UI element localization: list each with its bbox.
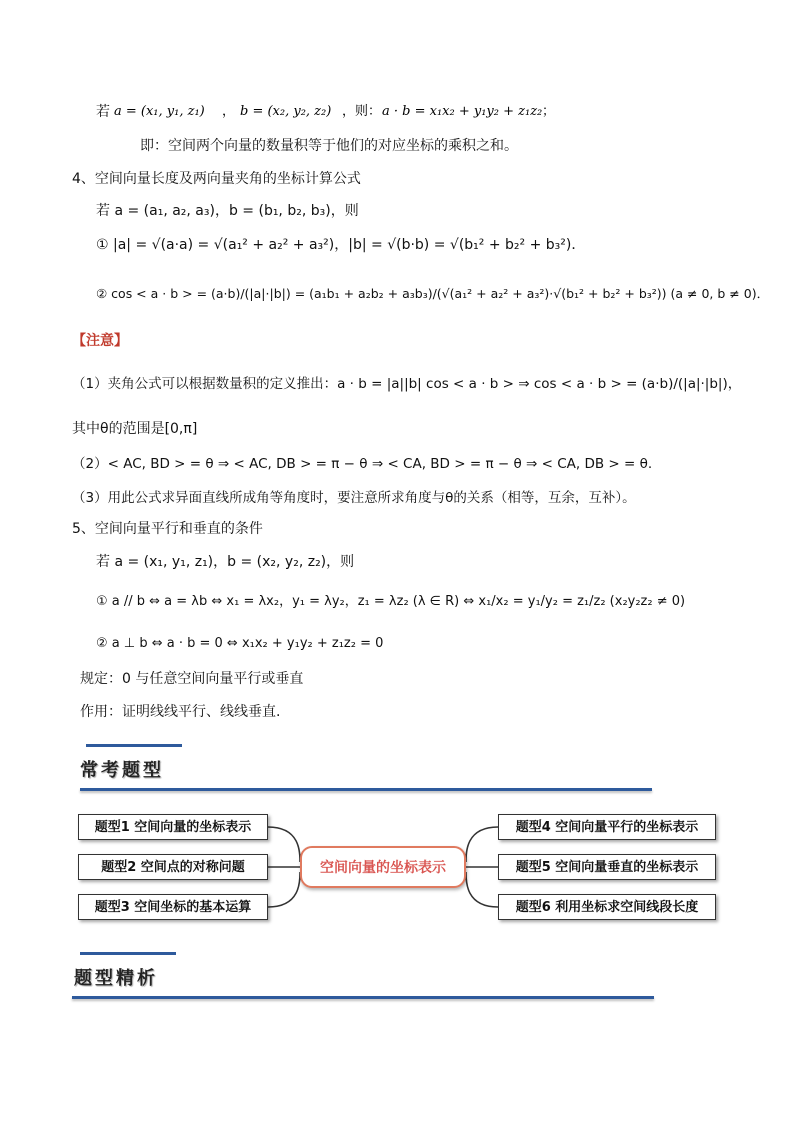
angle-formula-text: ② cos < a · b > = (a·b)/(|a|·|b|) = (a₁b₁ + a₂b₂ + a₃b₃)/(√(a₁² + a₂² + a₃²)·√(b₁² + b₂² + b₃²)) (a ≠ 0, b ≠ 0)． <box>96 286 770 301</box>
heading-5: 5、空间向量平行和垂直的条件 <box>72 521 263 537</box>
dot-product-explanation: 即：空间两个向量的数量积等于他们的对应坐标的乘积之和。 <box>140 138 518 154</box>
svg-text:b = (x₂, y₂, z₂): b = (x₂, y₂, z₂) <box>240 104 332 119</box>
length-formula-text: ① |a| = √(a·a) = √(a₁² + a₂² + a₃²)，|b| = √(b·b) = √(b₁² + b₂² + b₃²)． <box>96 237 586 253</box>
svg-text:；: ； <box>542 104 555 119</box>
section-1-top-bar <box>86 744 182 747</box>
section-1-underline <box>80 788 652 791</box>
svg-text:，: ， <box>222 104 236 119</box>
heading-4: 4、空间向量长度及两向量夹角的坐标计算公式 <box>72 171 361 187</box>
angle-formula <box>96 284 769 302</box>
mindmap-right-1: 题型4 空间向量平行的坐标表示 <box>498 814 716 840</box>
section-2-underline <box>72 996 654 999</box>
svg-text:，则：: ，则： <box>342 104 382 119</box>
note-3: （3）用此公式求异面直线所成角等角度时，要注意所求角度与θ的关系（相等，互余，互补）。 <box>72 490 636 506</box>
note-2-text: （2）< AC, BD > = θ ⇒ < AC, DB > = π − θ ⇒ < CA, BD > = π − θ ⇒ < CA, DB > = θ. <box>72 456 653 472</box>
mindmap-left-2: 题型2 空间点的对称问题 <box>78 854 268 880</box>
vector-components-line <box>96 200 359 220</box>
mindmap-center: 空间向量的坐标表示 <box>300 846 466 888</box>
mindmap-left-1: 题型1 空间向量的坐标表示 <box>78 814 268 840</box>
section-1-title: 常考题型 <box>80 760 164 781</box>
rule-line: 规定：0 与任意空间向量平行或垂直 <box>80 671 304 687</box>
section-2-top-bar <box>80 952 176 955</box>
note-1b: 其中θ的范围是[0,π] <box>72 421 198 437</box>
vector-dot-product-formula: 若 a = (x₁, y₁, z₁) ， b = (x₂, y₂, z₂) ，则： a · b = x₁x₂ + y₁y₂ + z₁z₂ ； <box>96 100 554 124</box>
dot-product-equation <box>114 100 554 124</box>
mindmap-right-2: 题型5 空间向量垂直的坐标表示 <box>498 854 716 880</box>
svg-text:a · b = x₁x₂ + y₁y₂ + z₁z₂: a · b = x₁x₂ + y₁y₂ + z₁z₂ <box>382 104 543 119</box>
parallel-perp-components: 若 a = (x₁, y₁, z₁)，b = (x₂, y₂, z₂)，则 <box>96 554 355 570</box>
usage-line: 作用：证明线线平行、线线垂直. <box>80 704 281 720</box>
length-formula <box>96 234 585 254</box>
note-1 <box>72 372 741 392</box>
parallel-condition <box>96 590 685 609</box>
components-text: 若 a = (a₁, a₂, a₃)，b = (b₁, b₂, b₃)，则 <box>96 203 359 219</box>
svg-text:a = (x₁, y₁, z₁): a = (x₁, y₁, z₁) <box>114 104 206 119</box>
note-1-text: （1）夹角公式可以根据数量积的定义推出：a · b = |a||b| cos < a · b > ⇒ cos < a · b > = (a·b)/(|a|·|b|)， <box>72 376 742 392</box>
parallel-condition-text: ① a // b ⇔ a = λb ⇔ x₁ = λx₂，y₁ = λy₂，z₁ = λz₂ (λ ∈ R) ⇔ x₁/x₂ = y₁/y₂ = z₁/z₂ (x₂y₂z₂ ≠ 0) <box>96 594 686 609</box>
section-2-title: 题型精析 <box>74 968 158 989</box>
perpendicular-condition <box>96 636 383 651</box>
mindmap-left-3: 题型3 空间坐标的基本运算 <box>78 894 268 920</box>
mindmap-right-3: 题型6 利用坐标求空间线段长度 <box>498 894 716 920</box>
note-label: 【注意】 <box>72 333 128 349</box>
perpendicular-condition-text: ② a ⊥ b ⇔ a · b = 0 ⇔ x₁x₂ + y₁y₂ + z₁z₂ = 0 <box>96 636 384 651</box>
note-2 <box>72 452 652 472</box>
